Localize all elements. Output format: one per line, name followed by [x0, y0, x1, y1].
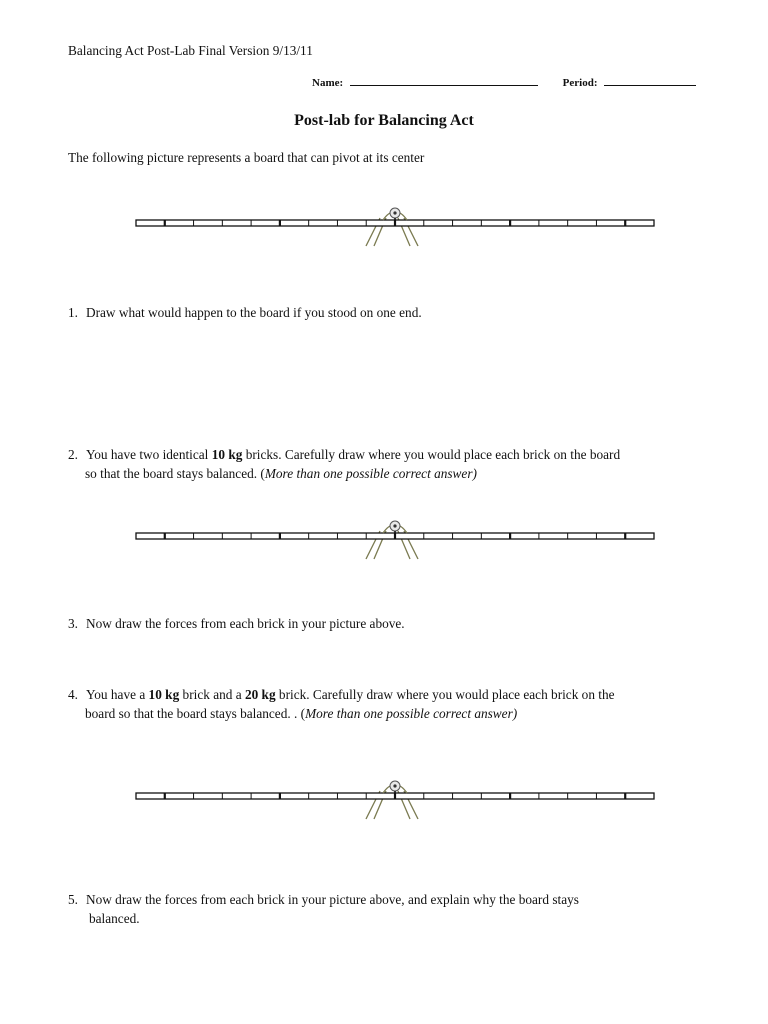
question-3: [68, 614, 405, 633]
pivot-pin-center: [393, 524, 396, 527]
question-text: Draw what would happen to the board if you stood on one end.: [86, 305, 422, 320]
period-label: Period:: [562, 77, 598, 89]
question-text: You have two identical: [86, 447, 212, 462]
question-text: Now draw the forces from each brick in your picture above, and explain why the board stays: [86, 892, 579, 907]
question-number: 2.: [68, 447, 78, 462]
name-field[interactable]: [350, 75, 538, 86]
pivot-board-diagram-2: [134, 516, 656, 564]
question-text: brick and a: [179, 687, 245, 702]
question-5: [68, 890, 579, 928]
pivot-pin-center: [393, 784, 396, 787]
pivot-board-diagram-1: [134, 203, 656, 251]
name-label: Name:: [312, 77, 344, 89]
question-number: 5.: [68, 892, 78, 907]
question-text: so that the board stays balanced. (: [85, 466, 265, 481]
question-text: Now draw the forces from each brick in your picture above.: [86, 616, 405, 631]
question-1: [68, 303, 422, 322]
question-text: balanced.: [89, 911, 140, 926]
question-2: [68, 445, 620, 483]
period-field[interactable]: [604, 75, 696, 86]
answer-note: More than one possible correct answer): [264, 466, 477, 481]
pivot-pin-center: [393, 211, 396, 214]
name-period-row: [312, 75, 696, 89]
mass-value: 10 kg: [211, 447, 243, 462]
question-text: bricks. Carefully draw where you would place each brick on the board: [242, 447, 621, 462]
question-4: [68, 685, 615, 723]
question-text: You have a: [86, 687, 149, 702]
mass-value: 10 kg: [148, 687, 180, 702]
question-number: 1.: [68, 305, 78, 320]
page-title: Post-lab for Balancing Act: [294, 112, 474, 129]
question-number: 3.: [68, 616, 78, 631]
answer-note: More than one possible correct answer): [305, 706, 518, 721]
mass-value: 20 kg: [244, 687, 276, 702]
question-text: board so that the board stays balanced. . (: [85, 706, 306, 721]
question-number: 4.: [68, 687, 78, 702]
intro-text: The following picture represents a board that can pivot at its center: [68, 150, 425, 165]
question-text: brick. Carefully draw where you would place each brick on the: [275, 687, 615, 702]
document-header: Balancing Act Post-Lab Final Version 9/13/11: [68, 43, 313, 58]
pivot-board-diagram-3: [134, 776, 656, 824]
